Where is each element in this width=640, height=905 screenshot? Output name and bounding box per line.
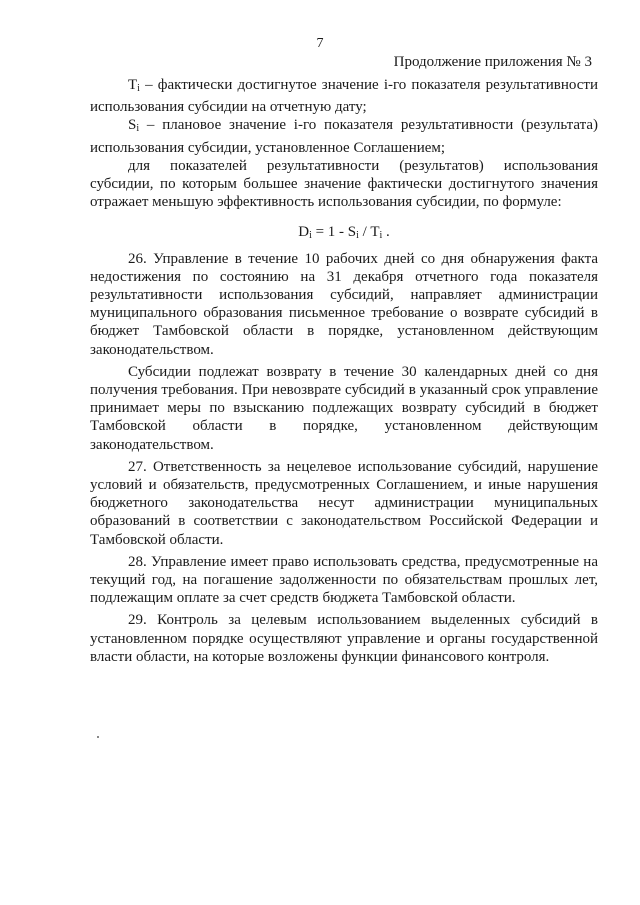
definition-t bbox=[90, 76, 598, 116]
formula-d-sub: i bbox=[309, 230, 312, 242]
indicators-paragraph: для показателей результативности (результатов) использования субсидии, по которым большее значение фактически достигнутого значения отражает меньшую эффективность использования субсидии, по формуле: bbox=[90, 157, 598, 211]
formula-d: D bbox=[298, 224, 310, 241]
formula-end: . bbox=[382, 224, 390, 241]
s-symbol: S bbox=[128, 117, 137, 134]
formula-t-sub: i bbox=[379, 230, 383, 242]
t-definition-text: – фактически достигнутое значение i-го показателя результативности использования субсидии на отчетную дату; bbox=[90, 77, 598, 116]
paragraph-29: 29. Контроль за целевым использованием выделенных субсидий в установленном порядке осуществляют управление и органы государственной власти области, на которые возложены функции финансового контроля. bbox=[90, 612, 598, 665]
formula-middle: = 1 - S bbox=[311, 224, 357, 241]
t-subscript: i bbox=[137, 83, 140, 94]
s-subscript: i bbox=[136, 123, 140, 135]
s-definition-text: – плановое значение i-го показателя результативности (результата) использования субсидии, установленное Соглашением; bbox=[90, 117, 598, 156]
formula-s-sub: i bbox=[356, 230, 359, 242]
paragraph-26-continued: Субсидии подлежат возврату в течение 30 календарных дней со дня получения требования. При невозврате субсидий в указанный срок управление принимает меры по взысканию подлежащих возврату субсидий в бюджет Тамбовской области в порядке, установленном действующим законодательством. bbox=[90, 363, 598, 453]
paragraph-26: 26. Управление в течение 10 рабочих дней со дня обнаружения факта недостижения по состоянию на 31 декабря отчетного года показателя результативности использования субсидий, направляет администрации муниципального образования письменное требование о возврате субсидий в бюджет Тамбовской области в порядке, установленном действующим законодательством. bbox=[90, 250, 598, 358]
formula bbox=[90, 223, 598, 245]
page-number: 7 bbox=[316, 36, 324, 51]
definition-s bbox=[90, 116, 598, 156]
paragraph-27: 27. Ответственность за нецелевое использование субсидий, нарушение условий и обязательств, предусмотренных Соглашением, и иные нарушения бюджетного законодательства несут администрации муниципальных образований в соответствии с законодательством Российской Федерации и Тамбовской области. bbox=[90, 458, 598, 548]
appendix-title: Продолжение приложения № 3 bbox=[393, 54, 592, 70]
scan-speck bbox=[97, 736, 99, 738]
formula-slash: / T bbox=[358, 224, 380, 241]
paragraph-28: 28. Управление имеет право использовать средства, предусмотренные на текущий год, на погашение задолженности по обязательствам прошлых лет, подлежащим оплате за счет средств бюджета Тамбовской области. bbox=[90, 553, 598, 607]
t-symbol: T bbox=[128, 77, 138, 93]
document-body bbox=[90, 76, 598, 666]
